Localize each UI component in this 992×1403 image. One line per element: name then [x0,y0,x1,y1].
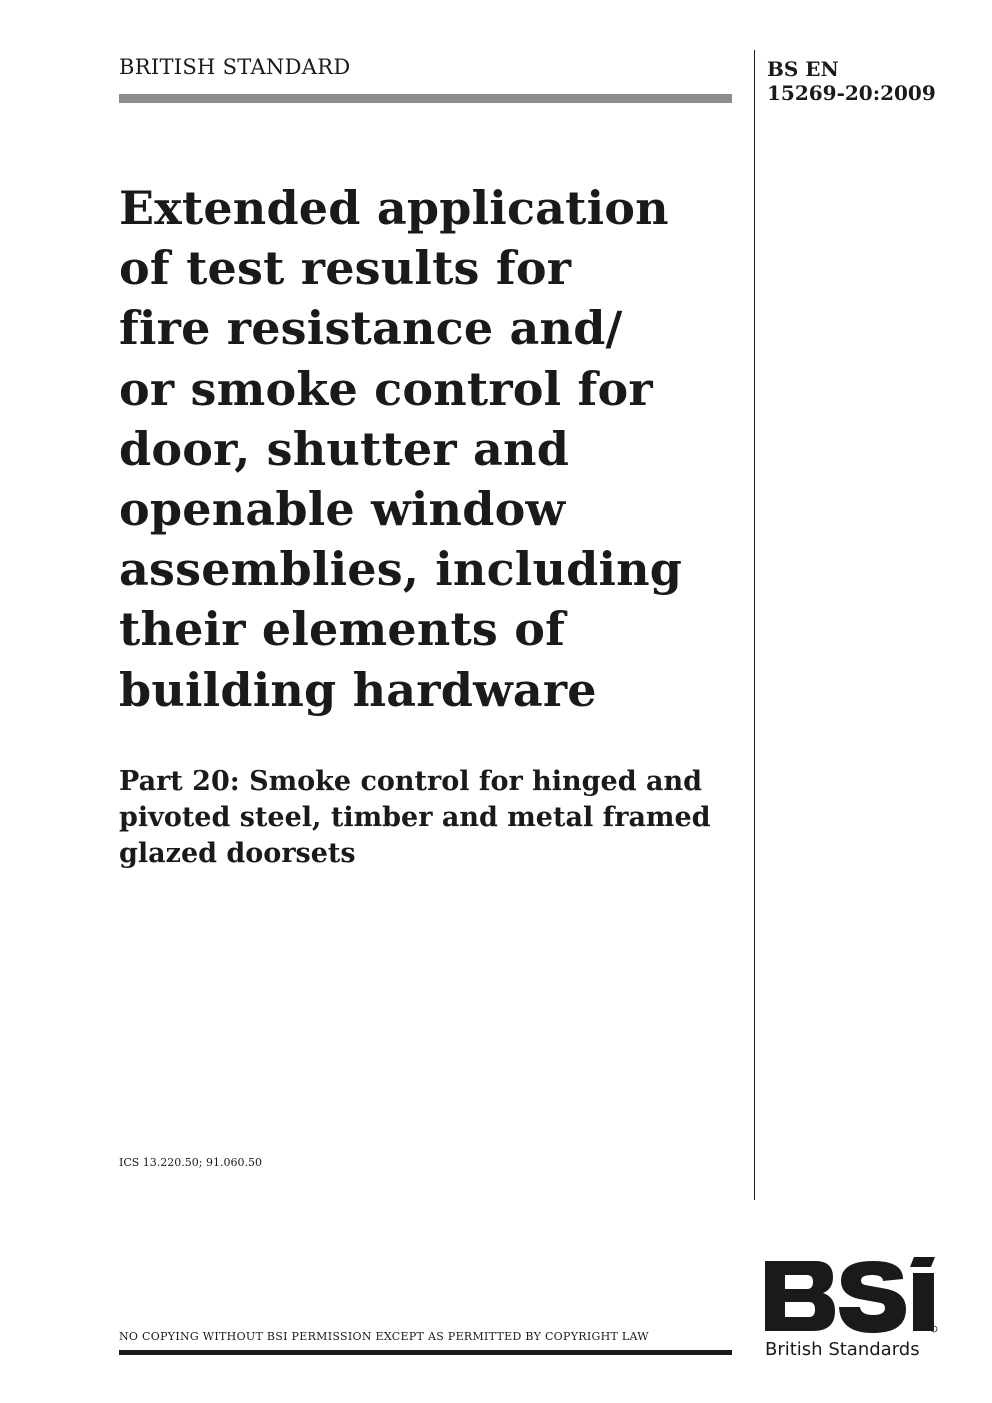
document-number [767,57,967,105]
subtitle-line: Part 20: Smoke control for hinged and [119,766,703,797]
subtitle-line: glazed doorsets [119,838,356,869]
document-number-line-1: BS EN [767,57,839,81]
document-title [119,178,739,720]
title-line: or smoke control for [119,361,653,416]
document-number-line-2: 15269-20:2009 [767,81,936,105]
copyright-notice: NO COPYING WITHOUT BSI PERMISSION EXCEPT AS PERMITTED BY COPYRIGHT LAW [119,1330,649,1343]
document-subtitle [119,764,744,872]
bsi-logo-caption: British Standards [765,1339,920,1360]
subtitle-line: pivoted steel, timber and metal framed [119,802,711,833]
title-line: Extended application [119,181,669,235]
footer-divider [119,1350,732,1355]
title-line: of test results for [119,241,572,296]
ics-code: ICS 13.220.50; 91.060.50 [119,1156,262,1169]
vertical-divider [754,50,755,1200]
bsi-logo-mark [765,1257,937,1333]
title-line: door, shutter and [119,421,570,476]
title-line: openable window [119,482,566,537]
header-divider [119,94,732,103]
title-line: assemblies, including [119,542,683,597]
title-line: their elements of [119,602,566,657]
standard-type-label: BRITISH STANDARD [119,55,351,79]
title-line: fire resistance and/ [119,301,623,356]
title-line: building hardware [119,662,597,717]
